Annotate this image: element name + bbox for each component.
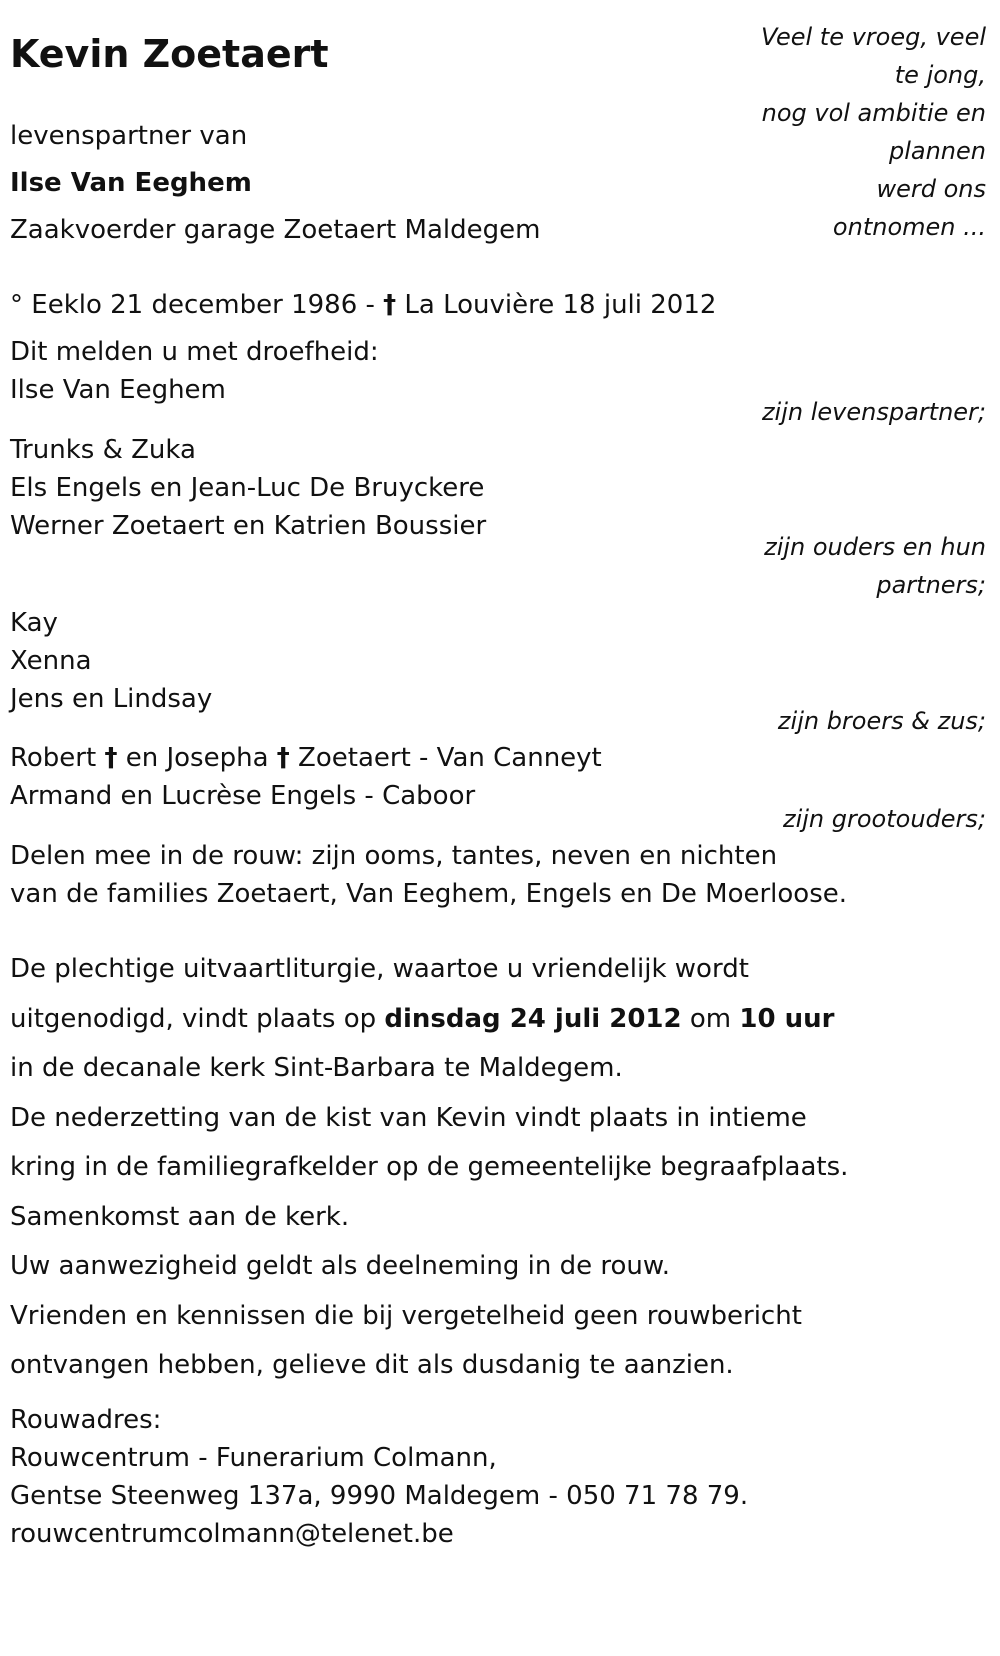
parents-role [764,528,986,604]
parents-list [10,430,486,544]
funeral-line: Vrienden en kennissen die bij vergetelheid geen rouwbericht [10,1300,802,1331]
death-info: La Louvière 18 juli 2012 [404,290,717,320]
funeral-line: De nederzetting van de kist van Kevin vindt plaats in intieme [10,1102,807,1133]
grandparent-name: en Josepha [125,743,269,773]
deceased-name: Kevin Zoetaert [10,32,329,76]
partner-role: zijn levenspartner; [761,398,986,426]
parents-role-line: zijn ouders en hun [764,533,986,561]
life-dates [10,285,716,325]
family-line-2: van de families Zoetaert, Van Eeghem, Engels en De Moerloose. [10,879,848,909]
partner-intro: levenspartner van [10,121,248,151]
poem [761,18,986,246]
announcement-partner: Ilse Van Eeghem [10,375,226,405]
list-item: Werner Zoetaert en Katrien Boussier [10,511,487,541]
funeral-line: kring in de familiegrafkelder op de gemeentelijke begraafplaats. [10,1152,849,1182]
parents-role-line: partners; [876,571,986,599]
funeral-text: om [689,1003,732,1034]
funeral-line: in de decanale kerk Sint-Barbara te Maldegem. [10,1053,623,1083]
grandparent-family: Zoetaert - Van Canneyt [298,743,602,773]
list-item: Kay [10,608,58,638]
funeral-line: Uw aanwezigheid geldt als deelneming in de rouw. [10,1251,671,1281]
list-item: Xenna [10,646,92,676]
address-email[interactable]: rouwcentrumcolmann@telenet.be [10,1519,454,1549]
list-item: Jens en Lindsay [10,684,213,714]
funeral-line: Samenkomst aan de kerk. [10,1201,350,1232]
birth-info: Eeklo 21 december 1986 - [31,290,375,320]
cross-icon: † [104,743,118,773]
announcement-intro: Dit melden u met droefheid: [10,337,379,367]
siblings-list [10,603,212,717]
birth-marker: ° [10,290,23,320]
funeral-line-date [10,995,848,1045]
address-street: Gentse Steenweg 137a, 9990 Maldegem - 050 71 78 79. [10,1481,749,1511]
funeral-line: ontvangen hebben, gelieve dit als dusdanig te aanzien. [10,1350,734,1380]
funeral-details [10,945,848,1391]
poem-line: ontnomen ... [832,213,986,241]
poem-line: nog vol ambitie en [761,99,986,127]
siblings-role: zijn broers & zus; [777,707,986,735]
address-center: Rouwcentrum - Funerarium Colmann, [10,1443,497,1473]
poem-line: plannen [888,137,986,165]
cross-icon: † [383,290,397,320]
grandparents-role: zijn grootouders; [782,805,986,833]
cross-icon: † [276,743,290,773]
funeral-text: uitgenodigd, vindt plaats op [10,1003,377,1034]
partner-name: Ilse Van Eeghem [10,168,252,198]
poem-line: te jong, [894,61,986,89]
poem-line: Veel te vroeg, veel [760,23,986,51]
family-line-1: Delen mee in de rouw: zijn ooms, tantes, neven en nichten [10,841,778,871]
funeral-date: dinsdag 24 juli 2012 [384,1003,682,1034]
grandparents-line-1 [10,738,602,778]
grandparents-line-2: Armand en Lucrèse Engels - Caboor [10,781,476,811]
mourning-address [10,1400,748,1552]
funeral-time: 10 uur [739,1003,835,1034]
poem-line: werd ons [876,175,986,203]
grandparent-name: Robert [10,743,97,773]
list-item: Els Engels en Jean-Luc De Bruyckere [10,473,485,503]
occupation: Zaakvoerder garage Zoetaert Maldegem [10,215,541,245]
announcement-intro-block [10,332,379,410]
funeral-line: De plechtige uitvaartliturgie, waartoe u vriendelijk wordt [10,954,749,984]
address-label: Rouwadres: [10,1405,162,1435]
list-item: Trunks & Zuka [10,435,196,465]
